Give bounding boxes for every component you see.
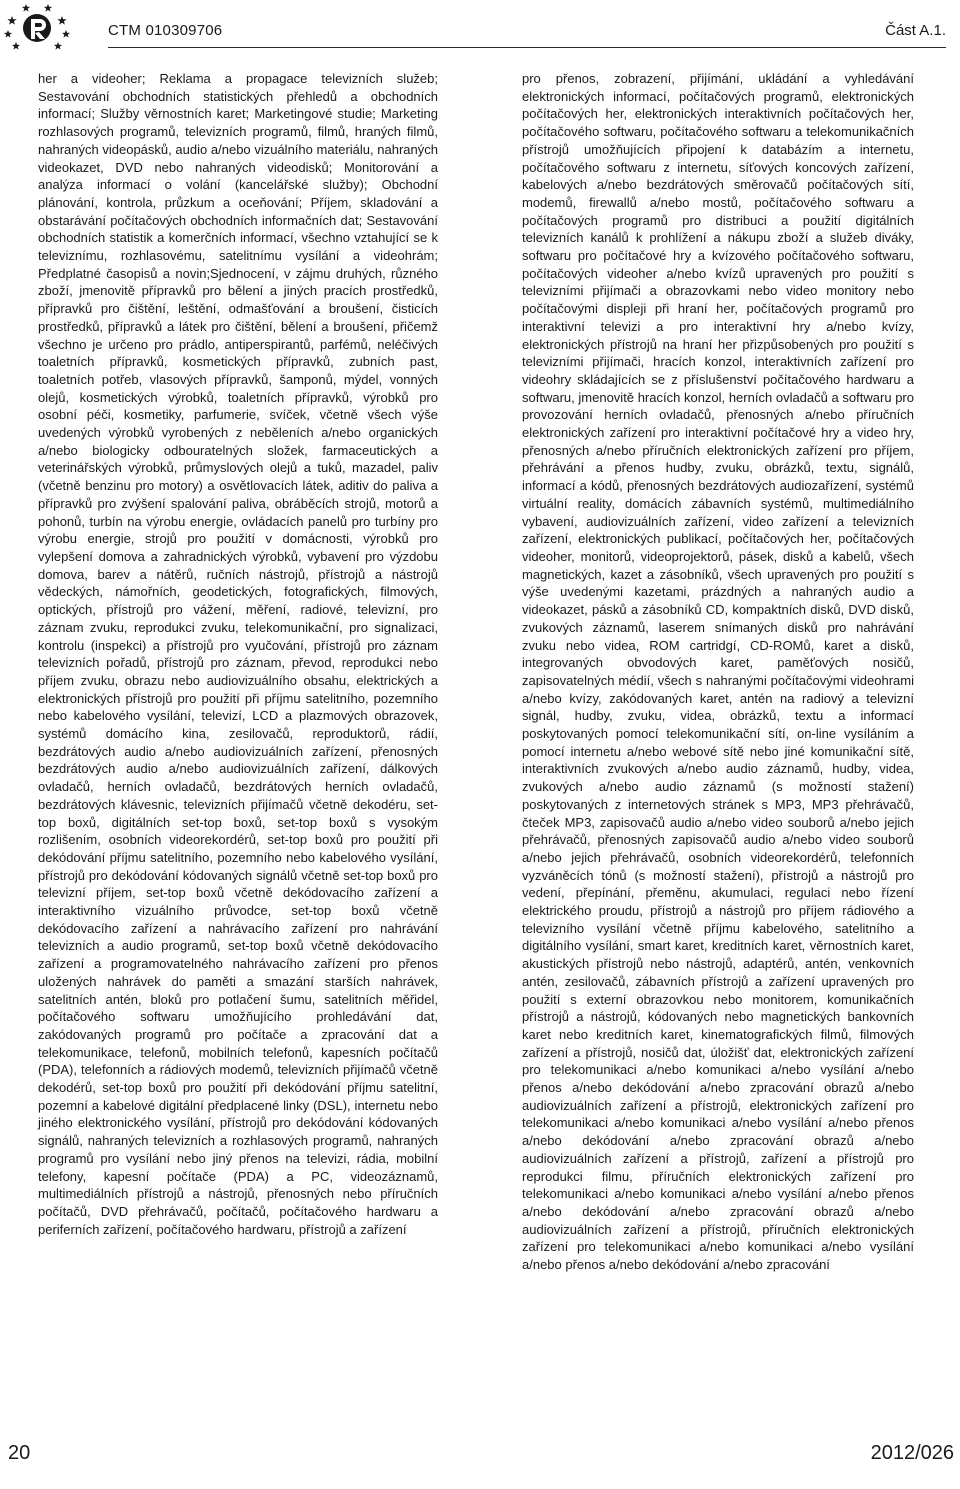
text-column-left: her a videoher; Reklama a propagace televizních služeb; Sestavování obchodních statistických přehledů a obchodních informací; Služby věrnostních karet; Marketingové studie; Marketing rozhlasových programů, televizních programů, filmů, hraných filmů, nahraných videopásků, audio a/nebo vizuálního materiálu, nahraných videokazet, DVD nebo nahraných videodisků; Monitorování a analýza informací o volání (kancelářské služby); Obchodní plánování, kontrola, průzkum a oceňování; Příjem, skladování a obstarávání počítačových obchodních informačních dat; Sestavování obchodních statistik a komerčních informací, všechno vztahující se k televiznímu, rozhlasovému, satelitnímu vysílání a videohrám; Předplatné časopisů a novin;Sjednocení, v zájmu druhých, různého zboží, jmenovitě přípravků pro bělení a jiných pracích prostředků, přípravků pro čištění, leštění, odmašťování a broušení, čisticích prostředků, přípravků a látek pro čištění, bělení a broušení, přičemž všechno je určeno pro prádlo, antiperspirantů, parfémů, neléčivých toaletních přípravků, kosmetických přípravků, zubních past, toaletních potřeb, vlasových přípravků, šamponů, mýdel, vonných olejů, kosmetických výrobků, toaletních přípravků, výrobků pro osobní péči, kosmetiky, parfumerie, svíček, včetně všech výše uvedených výrobků vyrobených z neběleních a/nebo organických a/nebo biologicky odbouratelných složek, farmaceutických a veterinářských výrobků, průmyslových olejů a tuků, mazadel, paliv (včetně benzinu pro motory) a osvětlovacích látek, aditiv do paliva a přípravků pro zvýšení spalování paliva, obráběcích strojů, motorů a pohonů, turbín na výrobu energie, ovládacích panelů pro turbíny pro výrobu energie, strojů pro použití v domácnosti, výrobků pro vylepšení domova a zahradnických výrobků, vybavení pro výzdobu domova, barev a nátěrů, ručních nástrojů, přístrojů a nástrojů vědeckých, námořních, geodetických, fotografických, filmových, optických, přístrojů pro vážení, měření, radiové, televizní, pro záznam zvuku, reprodukci zvuku, telekomunikační, pro signalizaci, kontrolu (inspekci) a přístrojů pro vyučování, přístrojů pro záznam televizních pořadů, přístrojů pro záznam, převod, reprodukci nebo příjem zvuku, obrazu nebo audiovizuálního obsahu, elektrických a elektronických přístrojů pro použití při příjmu satelitního, pozemního nebo kabelového vysílání, televizí, LCD a plazmových obrazovek, systémů domácího kina, zesilovačů, reproduktorů, rádií, bezdrátových audio a/nebo audiovizuálních zařízení, přenosných bezdrátových audio a/nebo audiovizuálních zařízení, dálkových ovladačů, herních ovladačů, bezdrátových herních ovladačů, bezdrátových klávesnic, televizních přijímačů včetně dekodéru, set-top boxů, digitálních set-top boxů, set-top boxů s vysokým rozlišením, osobních videorekordérů, set-top boxů pro použití při dekódování příjmu satelitního, pozemního nebo kabelového vysílání, přístrojů pro dekódování kódovaných signálů včetně set-top boxů pro televizní příjem, set-top boxů včetně dekódovacího zařízení a interaktivního vizuálního průvodce, set-top boxů včetně dekódovacího zařízení a nahrávacího zařízení pro nahrávání televizních a audio programů, set-top boxů včetně dekódovacího zařízení a programovatelného nahrávacího zařízení pro přenos uložených nahrávek do paměti a smazání starších nahrávek, satelitních antén, bloků pro potlačení šumu, satelitních měřidel, počítačového softwaru umožňujícího prohledávání dat, zakódovaných programů pro počítače a zpracování dat a telekomunikace, telefonů, mobilních telefonů, kapesních počítačů (PDA), telefonních a rádiových modemů, televizních přijímačů včetně dekodérů, set-top boxů pro použití při dekódování příjmu satelitní, pozemní a kabelové digitální předplacené linky (DSL), internetu nebo jiného elektronického vysílání, přístrojů pro dekódování kódovaných signálů, nahraných televizních a rozhlasových programů, nahraných programů pro vysílání nebo jiný přenos na televizi, rádia, mobilní telefony, kapesní počítače (PDA) a PC, videozáznamů, multimediálních přístrojů a nástrojů, přenosných nebo příručních počítačů, DVD přehrávačů, počítačů, počítačového hardwaru a periferních zařízení, počítačového hardwaru, přístrojů a zařízení	[38, 71, 438, 1237]
page-header	[0, 0, 960, 56]
document-id: CTM 010309706	[108, 22, 223, 39]
ohim-logo-icon	[4, 2, 70, 54]
page-number: 20	[8, 1442, 31, 1464]
bulletin-issue: 2012/026	[870, 1442, 954, 1464]
header-divider	[108, 47, 946, 48]
section-part-label: Část A.1.	[885, 22, 946, 39]
text-column-right: pro přenos, zobrazení, přijímání, ukládání a vyhledávání elektronických informací, počítačových programů, elektronických počítačových her, elektronických interaktivních počítačových her, počítačového softwaru, počítačového softwaru a telekomunikačních přístrojů umožňujících připojení k databázím a internetu, počítačového softwaru z internetu, síťových koncových zařízení, kabelových a/nebo bezdrátových směrovačů počítačových sítí, modemů, firewallů a/nebo mostů, počítačového softwaru a počítačových programů pro distribuci a použití digitálních televizních kanálů k prohlížení a nákupu zboží a služeb diváky, softwaru pro počítačové hry a kvízového počítačového softwaru, počítačových videoher a/nebo kvízů upravených pro použití s televizními přijímači a obrazovkami nebo video monitory nebo počítačovými displeji při hraní her, počítačových programů pro interaktivní televizi a pro interaktivní hry a/nebo kvízy, elektronických přístrojů na hraní her přizpůsobených pro použití s televizními přijímači, hracích konzol, interaktivních zařízení pro videohry skládajících se z příslušenství počítačového hardwaru a softwaru, jmenovitě hracích konzol, herních ovladačů a softwaru pro provozování herních ovladačů, přenosných a/nebo příručních elektronických zařízení pro interaktivní počítačové hry a video hry, přenosných a/nebo příručních elektronických zařízení pro příjem, přehrávání a přenos hudby, zvuku, obrázků, textu, signálů, informací a kódů, přenosných bezdrátových audiozařízení, systémů virtuální reality, domácích zábavních systémů, multimediálního vybavení, audiovizuálních zařízení, video zařízení a televizních zařízení, elektronických publikací, počítačových her, počítačových videoher, monitorů, videoprojektorů, pásek, disků a kabelů, všech magnetických, kazet a zásobníků, všech upravených pro použití s výše uvedenými kazetami, prázdných a nahraných audio a videokazet, pásků a zásobníků CD, kompaktních disků, DVD disků, zvukových záznamů, laserem snímaných disků pro nahrávání zvuku nebo videa, ROM cartridgí, CD-ROMů, karet a disků, integrovaných obvodových karet, paměťových nosičů, zapisovatelných médií, všech s nahranými počítačovými videohrami a/nebo kvízy, zakódovaných karet, antén na radiový a televizní signál, hudby, zvuku, videa, obrázků, textu a informací poskytovaných pomocí telekomunikační sítí, on-line vysíláním a pomocí internetu a/nebo webové sítě nebo jiné komunikační sítě, interaktivních zvukových a/nebo audio záznamů, hudby, videa, zvukových a/nebo audio záznamů (s možností stažení) poskytovaných z internetových stránek s MP3, MP3 přehrávačů, čteček MP3, zapisovačů audio a/nebo video souborů a/nebo jejich přehrávačů, přenosných zapisovačů audio a/nebo video souborů a/nebo jejich přehrávačů, osobních videorekordérů, telefonních vyzváněcích tónů (s možností stažení), přístrojů a nástrojů pro vedení, přepínání, přeměnu, akumulaci, regulaci nebo řízení elektrického proudu, přístrojů a nástrojů pro příjem rádiového a televizního vysílání včetně příjmu kabelového, satelitního a digitálního vysílání, smart karet, kreditních karet, věrnostních karet, akustických přístrojů nebo nástrojů, adaptérů, antén, venkovních antén, zesilovačů, zábavních přístrojů a zařízení upravených pro použití s externí obrazovkou nebo monitorem, komunikačních přístrojů a nástrojů, kódovaných nebo magnetických bankovních karet nebo kreditních karet, kinematografických filmů, filmových zařízení a přístrojů, nosičů dat, úložišť dat, elektronických zařízení pro telekomunikaci a/nebo komunikaci a/nebo vysílání a/nebo přenos a/nebo dekódování a/nebo zpracování obrazů a/nebo audiovizuálních zařízení a přístrojů, elektronických zařízení pro telekomunikaci a/nebo komunikaci a/nebo vysílání a/nebo přenos a/nebo dekódování a/nebo zpracování obrazů a/nebo audiovizuálních zařízení a přístrojů, zařízení a přístrojů pro reprodukci filmu, příručních elektronických zařízení pro telekomunikaci a/nebo komunikaci a/nebo vysílání a/nebo přenos a/nebo dekódování a/nebo zpracování obrazů a/nebo audiovizuálních zařízení a přístrojů, příručních elektronických zařízení pro telekomunikaci a/nebo komunikaci a/nebo vysílání a/nebo přenos a/nebo dekódování a/nebo zpracování	[522, 71, 914, 1273]
